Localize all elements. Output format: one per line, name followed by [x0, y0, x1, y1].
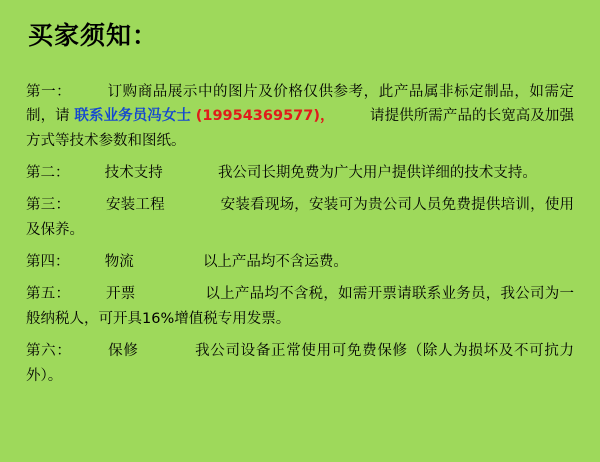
- notice-item-2-sublabel: 技术支持: [104, 165, 163, 182]
- notice-item-1: [26, 80, 574, 155]
- notice-item-3-label: 第三：: [26, 197, 71, 214]
- notice-item-3-text: 安装看现场，安装可为贵公司人员免费提供培训，使用及保养。: [26, 197, 575, 239]
- notice-item-4: [26, 250, 574, 275]
- notice-item-6-text: 我公司设备正常使用可免费保修（除人为损坏及不可抗力外）。: [26, 342, 575, 384]
- notice-item-2-text: 我公司长期免费为广大用户提供详细的技术支持。: [217, 165, 537, 182]
- notice-item-1-contact-phone: (19954369577)，: [195, 108, 335, 125]
- notice-item-6-sublabel: 保修: [108, 342, 139, 359]
- notice-items: [26, 80, 574, 389]
- notice-item-4-text: 以上产品均不含运费。: [202, 254, 348, 271]
- notice-item-2: [26, 161, 574, 186]
- notice-item-5: [26, 282, 574, 332]
- notice-item-5-sublabel: 开票: [106, 286, 136, 303]
- notice-item-6-label: 第六：: [26, 342, 72, 359]
- notice-item-1-text-after: 请提供所需产品的长宽高及加强方式等技术参数和图纸。: [26, 108, 575, 150]
- notice-item-3: [26, 193, 574, 243]
- notice-item-4-sublabel: 物流: [104, 254, 134, 271]
- notice-item-4-label: 第四：: [26, 254, 70, 271]
- notice-item-3-sublabel: 安装工程: [105, 197, 165, 214]
- notice-item-1-label: 第一：: [26, 83, 72, 100]
- notice-item-1-contact-name: 联系业务员冯女士: [74, 108, 192, 125]
- notice-item-6: [26, 339, 574, 389]
- notice-item-5-label: 第五：: [26, 286, 71, 303]
- notice-item-2-label: 第二：: [26, 165, 70, 182]
- page-title: 买家须知：: [28, 21, 159, 50]
- notice-item-5-text: 以上产品均不含税，如需开票请联系业务员，我公司为一般纳税人，可开具16%增值税专用发票。: [26, 286, 575, 327]
- notice-item-1-text-before: 订购商品展示中的图片及价格仅供参考，此产品属非标定制品，如需定制，请: [26, 83, 575, 125]
